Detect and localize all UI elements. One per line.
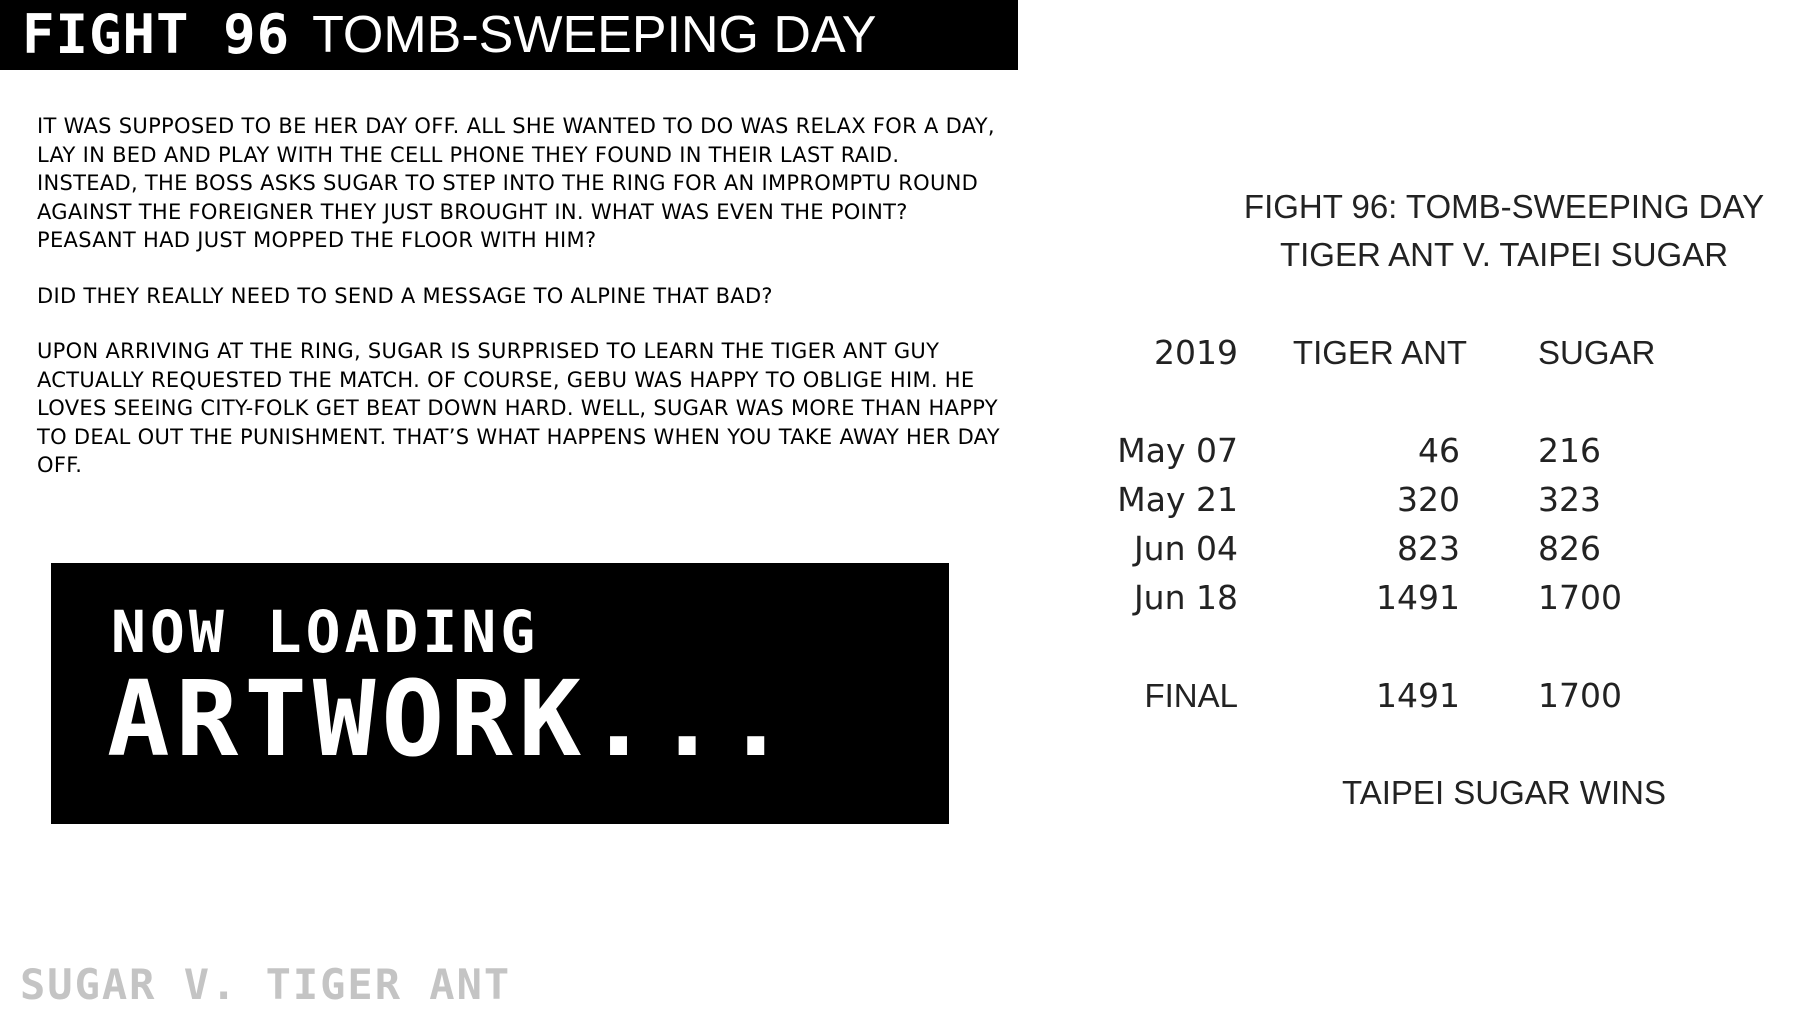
score-row-sugar: 216	[1538, 431, 1601, 470]
score-row-ant: 1491	[1376, 578, 1460, 617]
header-bar	[0, 0, 1018, 70]
score-row-date: May 21	[1117, 480, 1238, 519]
score-row-sugar: 1700	[1538, 578, 1622, 617]
loading-label: NOW LOADING	[111, 598, 540, 666]
score-row-sugar: 826	[1538, 529, 1601, 568]
artwork-loading-placeholder	[51, 563, 949, 824]
page-title: TOMB-SWEEPING DAY	[312, 6, 877, 64]
final-ant-score: 1491	[1376, 676, 1460, 715]
matchup-footer: SUGAR V. TIGER ANT	[20, 960, 512, 1009]
score-row-ant: 46	[1418, 431, 1460, 470]
story-paragraph: IT WAS SUPPOSED TO BE HER DAY OFF. ALL SHE WANTED TO DO WAS RELAX FOR A DAY, LAY IN BED AND PLAY WITH THE CELL PHONE THEY FOUND IN THEIR LAST RAID. INSTEAD, THE BOSS ASKS SUGAR TO STEP INTO THE RING FOR AN IMPROMPTU ROUND AGAINST THE FOREIGNER THEY JUST BROUGHT IN. WHAT WAS EVEN THE POINT? PEASANT HAD JUST MOPPED THE FLOOR WITH HIM?	[37, 114, 995, 252]
story-paragraph: UPON ARRIVING AT THE RING, SUGAR IS SURPRISED TO LEARN THE TIGER ANT GUY ACTUALLY REQUESTED THE MATCH. OF COURSE, GEBU WAS HAPPY TO OBLIGE HIM. HE LOVES SEEING CITY-FOLK GET BEAT DOWN HARD. WELL, SUGAR WAS MORE THAN HAPPY TO DEAL OUT THE PUNISHMENT. THAT’S WHAT HAPPENS WHEN YOU TAKE AWAY HER DAY OFF.	[37, 339, 1000, 477]
score-row-date: Jun 18	[1133, 578, 1238, 617]
scoreboard-year: 2019	[1154, 333, 1238, 372]
scoreboard-title: FIGHT 96: TOMB-SWEEPING DAY	[1243, 188, 1765, 225]
loading-artwork-label: ARTWORK...	[107, 658, 794, 780]
scoreboard-matchup: TIGER ANT V. TAIPEI SUGAR	[1279, 236, 1729, 273]
scoreboard-col-sugar: SUGAR	[1538, 334, 1656, 371]
winner-announcement: TAIPEI SUGAR WINS	[1342, 774, 1666, 811]
fight-number: FIGHT 96	[22, 3, 291, 66]
story-text	[37, 112, 1007, 507]
score-row-ant: 320	[1397, 480, 1460, 519]
scoreboard-col-tiger-ant: TIGER ANT	[1292, 334, 1468, 371]
score-row-date: May 07	[1117, 431, 1238, 470]
score-row-ant: 823	[1397, 529, 1460, 568]
story-paragraph: DID THEY REALLY NEED TO SEND A MESSAGE TO ALPINE THAT BAD?	[37, 283, 773, 308]
score-row-sugar: 323	[1538, 480, 1601, 519]
final-sugar-score: 1700	[1538, 676, 1622, 715]
final-label: FINAL	[1144, 677, 1238, 714]
score-row-date: Jun 04	[1133, 529, 1238, 568]
